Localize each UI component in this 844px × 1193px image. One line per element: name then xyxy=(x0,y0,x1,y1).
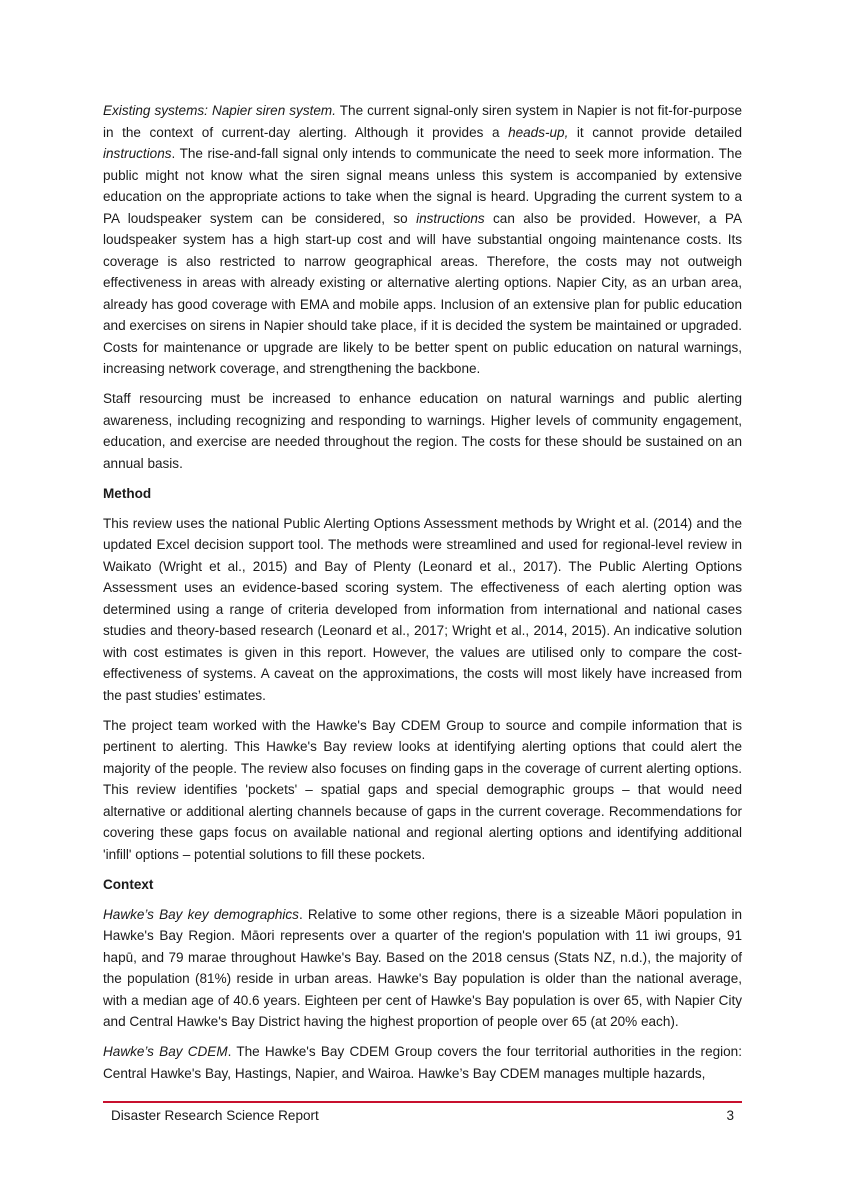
paragraph-text: The current signal-only siren system in Napier is not fit-for-purpose in the context of current-day alerting. Although it provides a xyxy=(103,103,743,140)
emphasis-text: instructions xyxy=(103,146,172,161)
paragraph-cdem xyxy=(103,1041,742,1084)
footer-page-number: 3 xyxy=(726,1108,734,1123)
paragraph-project-team: The project team worked with the Hawke's Bay CDEM Group to source and compile information that is pertinent to alerting. This Hawke's Bay review looks at identifying alerting options that could alert the majority of the people. The review also focuses on finding gaps in the coverage of current alerting options. This review identifies 'pockets' – spatial gaps and special demographic groups – that would need alternative or additional alerting channels because of gaps in the current coverage. Recommendations for covering these gaps focus on available national and regional alerting options and identifying additional 'infill' options – potential solutions to fill these pockets. xyxy=(103,717,742,862)
footer-divider xyxy=(103,1101,742,1103)
paragraph-napier-siren xyxy=(103,100,742,380)
paragraph-demographics xyxy=(103,904,742,1033)
paragraph-lead: Hawke’s Bay CDEM xyxy=(103,1044,228,1059)
footer-report-title: Disaster Research Science Report xyxy=(111,1108,319,1123)
paragraph-text: . Relative to some other regions, there is a sizeable Māori population in Hawke's Bay Region. Māori represents over a quarter of the region's population with 11 iwi groups, 91 hapū, and 79 marae throughout Hawke's Bay. Based on the 2018 census (Stats NZ, n.d.), the majority of the population (81%) reside in urban areas. Hawke's Bay population is older than the national average, with a median age of 40.6 years. Eighteen per cent of Hawke's Bay population is over 65, with Napier City and Central Hawke's Bay District having the highest proportion of people over 65 (at 20% each). xyxy=(103,906,742,1029)
paragraph-text: . The rise-and-fall signal only intends to communicate the need to seek more information. The public might not know what the siren signal means unless this system is accompanied by extensive education on the appropriate actions to take when the signal is heard. Upgrading the current system to a PA loudspeaker system can be considered, so xyxy=(103,146,742,226)
emphasis-text: heads-up, xyxy=(508,124,569,140)
paragraph-lead: Hawke’s Bay key demographics xyxy=(103,906,299,922)
page-body xyxy=(103,100,742,1093)
emphasis-text: instructions xyxy=(416,210,485,226)
page-footer xyxy=(111,1106,734,1126)
heading-context: Context xyxy=(103,876,154,892)
paragraph-text: . The Hawke's Bay CDEM Group covers the four territorial authorities in the region: Central Hawke's Bay, Hastings, Napier, and Wairoa. Hawke’s Bay CDEM manages multiple hazards, xyxy=(103,1044,742,1081)
paragraph-lead: Existing systems: Napier siren system. xyxy=(103,103,336,118)
paragraph-text: it cannot provide detailed xyxy=(568,124,742,140)
paragraph-method-review: This review uses the national Public Alerting Options Assessment methods by Wright et al. (2014) and the updated Excel decision support tool. The methods were streamlined and used for regional-level review in Waikato (Wright et al., 2015) and Bay of Plenty (Leonard et al., 2017). The Public Alerting Options Assessment uses an evidence-based scoring system. The effectiveness of each alerting option was determined using a range of criteria developed from information from international and national cases studies and theory-based research (Leonard et al., 2017; Wright et al., 2014, 2015). An indicative solution with cost estimates is given in this report. However, the values are utilised only to compare the cost-effectiveness of systems. A caveat on the approximations, the costs will most likely have increased from the past studies’ estimates. xyxy=(103,515,742,703)
paragraph-staff-resourcing: Staff resourcing must be increased to enhance education on natural warnings and public alerting awareness, including recognizing and responding to warnings. Higher levels of community engagement, education, and exercise are needed throughout the region. The costs for these should be sustained on an annual basis. xyxy=(103,391,742,471)
paragraph-text: can also be provided. However, a PA loudspeaker system has a high start-up cost and will have substantial ongoing maintenance costs. Its coverage is also restricted to narrow geographical areas. Therefore, the costs may not outweigh effectiveness in areas with already existing or alternative alerting options. Napier City, as an urban area, already has good coverage with EMA and mobile apps. Inclusion of an extensive plan for public education and exercises on sirens in Napier should take place, if it is decided the system be maintained or upgraded. Costs for maintenance or upgrade are likely to be better spent on public education on natural warnings, increasing network coverage, and strengthening the backbone. xyxy=(103,210,742,376)
heading-method: Method xyxy=(103,485,152,501)
